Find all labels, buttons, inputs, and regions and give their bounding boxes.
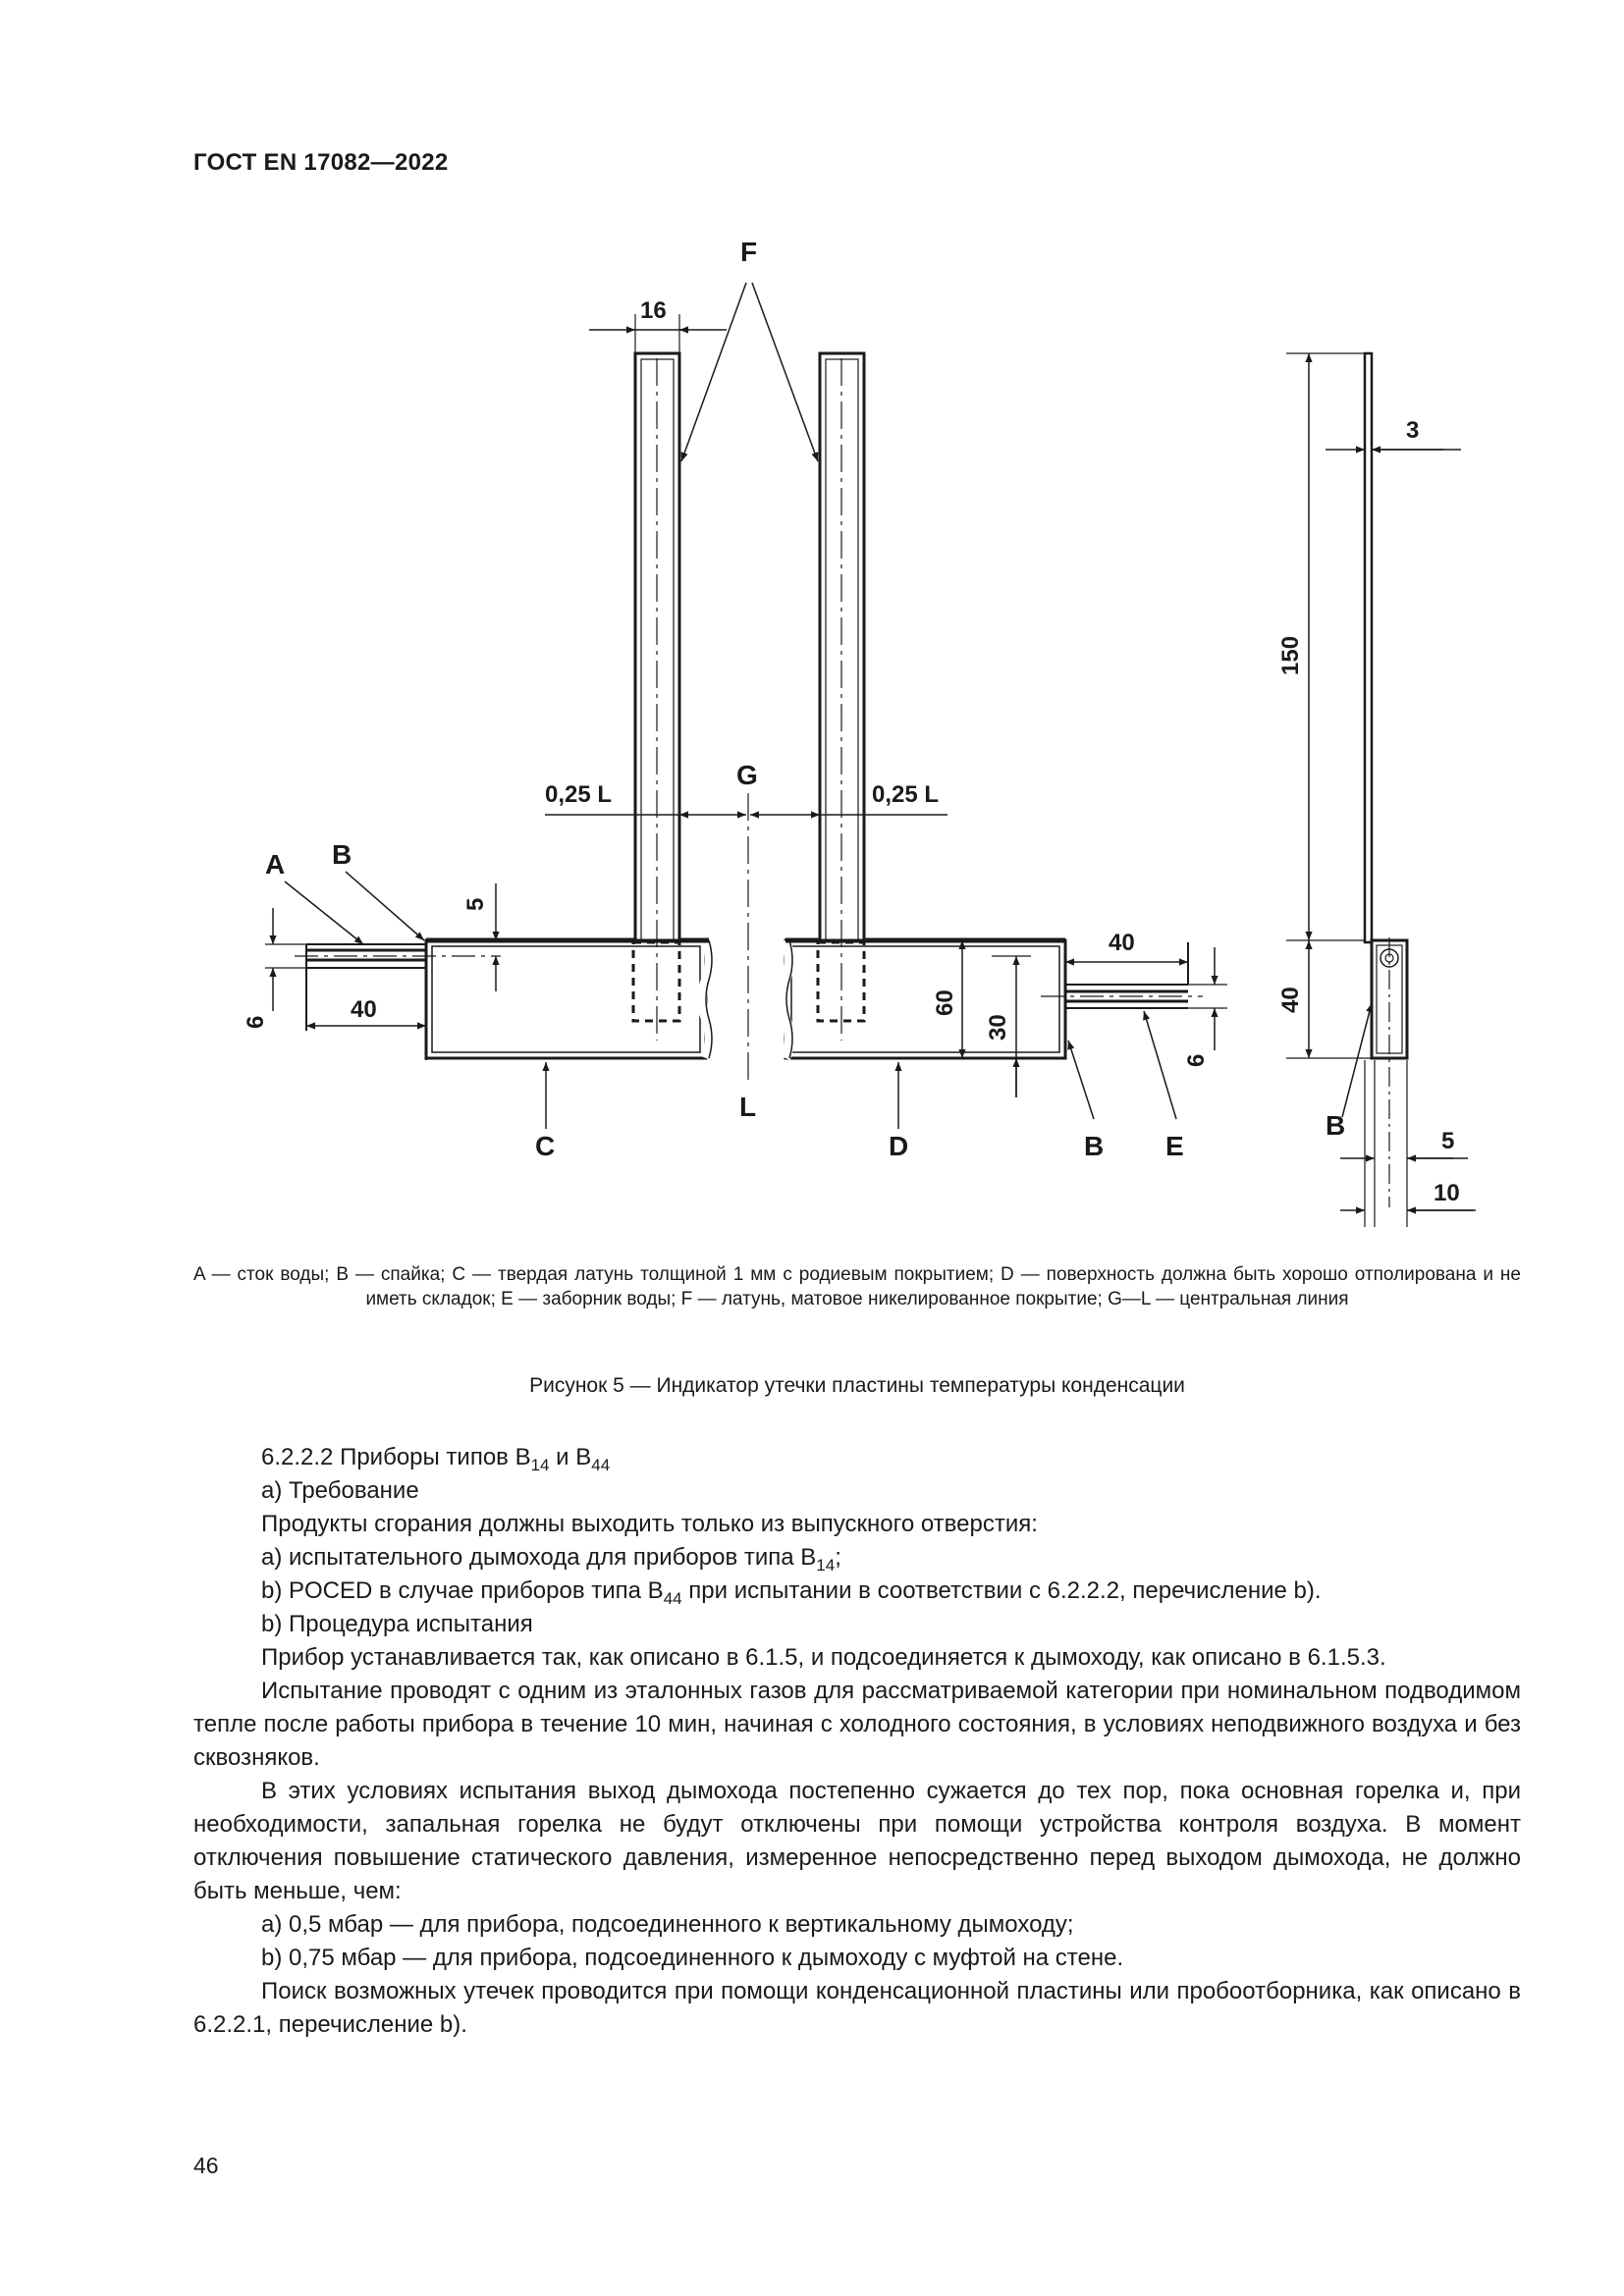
requirement-item-a: a) испытательного дымохода для приборов типа $B_{14}$; — [261, 1544, 841, 1575]
requirement-text: Продукты сгорания должны выходить только из выпускного отверстия: — [261, 1511, 1038, 1537]
dim-10-side: 10 — [1434, 1180, 1460, 1206]
label-B-left: B — [332, 839, 352, 870]
label-F: F — [740, 237, 758, 267]
body-text — [193, 1441, 1521, 2042]
label-G: G — [736, 760, 758, 790]
dim-16: 16 — [640, 297, 667, 324]
paragraph-4: Поиск возможных утечек проводится при помощи конденсационной пластины или пробоотборника, как описано в 6.2.2.1, перечисление b). — [193, 1978, 1521, 2038]
left-box-inner — [432, 946, 700, 1052]
dim-6-right: 6 — [1183, 1053, 1210, 1067]
dim-025L-left: 0,25 L — [545, 781, 613, 808]
dim-40-right: 40 — [1109, 930, 1135, 956]
paragraph-1: Прибор устанавливается так, как описано в 6.1.5, и подсоединяется к дымоходу, как описано в 6.1.5.3. — [261, 1644, 1386, 1671]
dim-150: 150 — [1277, 635, 1304, 675]
label-A: A — [265, 849, 286, 880]
document-header: ГОСТ EN 17082—2022 — [193, 149, 449, 176]
label-L: L — [739, 1092, 757, 1122]
dim-40-side: 40 — [1277, 987, 1304, 1013]
paragraph-2: Испытание проводят с одним из эталонных газов для рассматриваемой категории при номинальном подводимом тепле после работы прибора в течение 10 мин, начиная с холодного состояния, в условиях неподвижного воздуха и без сквозняков. — [193, 1678, 1521, 1771]
procedure-heading: b) Процедура испытания — [261, 1611, 533, 1637]
figure-legend: A — сток воды; B — спайка; C — твердая латунь толщиной 1 мм с родиевым покрытием; D — поверхность должна быть хорошо отполирована и не иметь складок; E — заборник воды; F — латунь, матовое никелированное покрытие; G—L — центральная линия — [193, 1264, 1521, 1309]
pressure-item-a: a) 0,5 мбар — для прибора, подсоединенного к вертикальному дымоходу; — [261, 1911, 1074, 1938]
right-box-outer — [785, 940, 1065, 1058]
section-heading: 6.2.2.2 Приборы типов $B_{14}$ и $B_{44}$ — [261, 1444, 611, 1474]
requirement-item-b: b) POCED в случае приборов типа $B_{44}$ при испытании в соответствии с 6.2.2.2, перечисление b). — [261, 1577, 1322, 1608]
left-box-outer — [426, 940, 706, 1058]
figure-caption: Рисунок 5 — Индикатор утечки пластины температуры конденсации — [529, 1374, 1185, 1397]
dim-40-left: 40 — [351, 996, 377, 1023]
side-view-plate — [1365, 353, 1372, 942]
right-box-inner — [791, 946, 1059, 1052]
label-B-right: B — [1084, 1131, 1105, 1161]
dim-5: 5 — [462, 897, 489, 911]
dim-3: 3 — [1406, 417, 1420, 444]
dim-60: 60 — [932, 989, 958, 1016]
requirement-heading: a) Требование — [261, 1477, 419, 1504]
dim-025L-right: 0,25 L — [872, 781, 940, 808]
dim-30: 30 — [985, 1014, 1011, 1041]
dim-6-left: 6 — [243, 1015, 269, 1029]
label-B-side: B — [1326, 1110, 1346, 1141]
label-D: D — [889, 1131, 909, 1161]
page-number: 46 — [193, 2153, 219, 2178]
dim-5-side: 5 — [1441, 1128, 1455, 1154]
pressure-item-b: b) 0,75 мбар — для прибора, подсоединенного к дымоходу с муфтой на стене. — [261, 1945, 1124, 1971]
label-C: C — [535, 1131, 556, 1161]
paragraph-3: В этих условиях испытания выход дымохода постепенно сужается до тех пор, пока основная горелка и, при необходимости, запальная горелка не будут отключены при помощи устройства контроля воздуха. В момент отключения повышение статического давления, измеренное непосредственно перед выходом дымохода, не должно быть меньше, чем: — [193, 1778, 1521, 1904]
label-E: E — [1165, 1131, 1184, 1161]
